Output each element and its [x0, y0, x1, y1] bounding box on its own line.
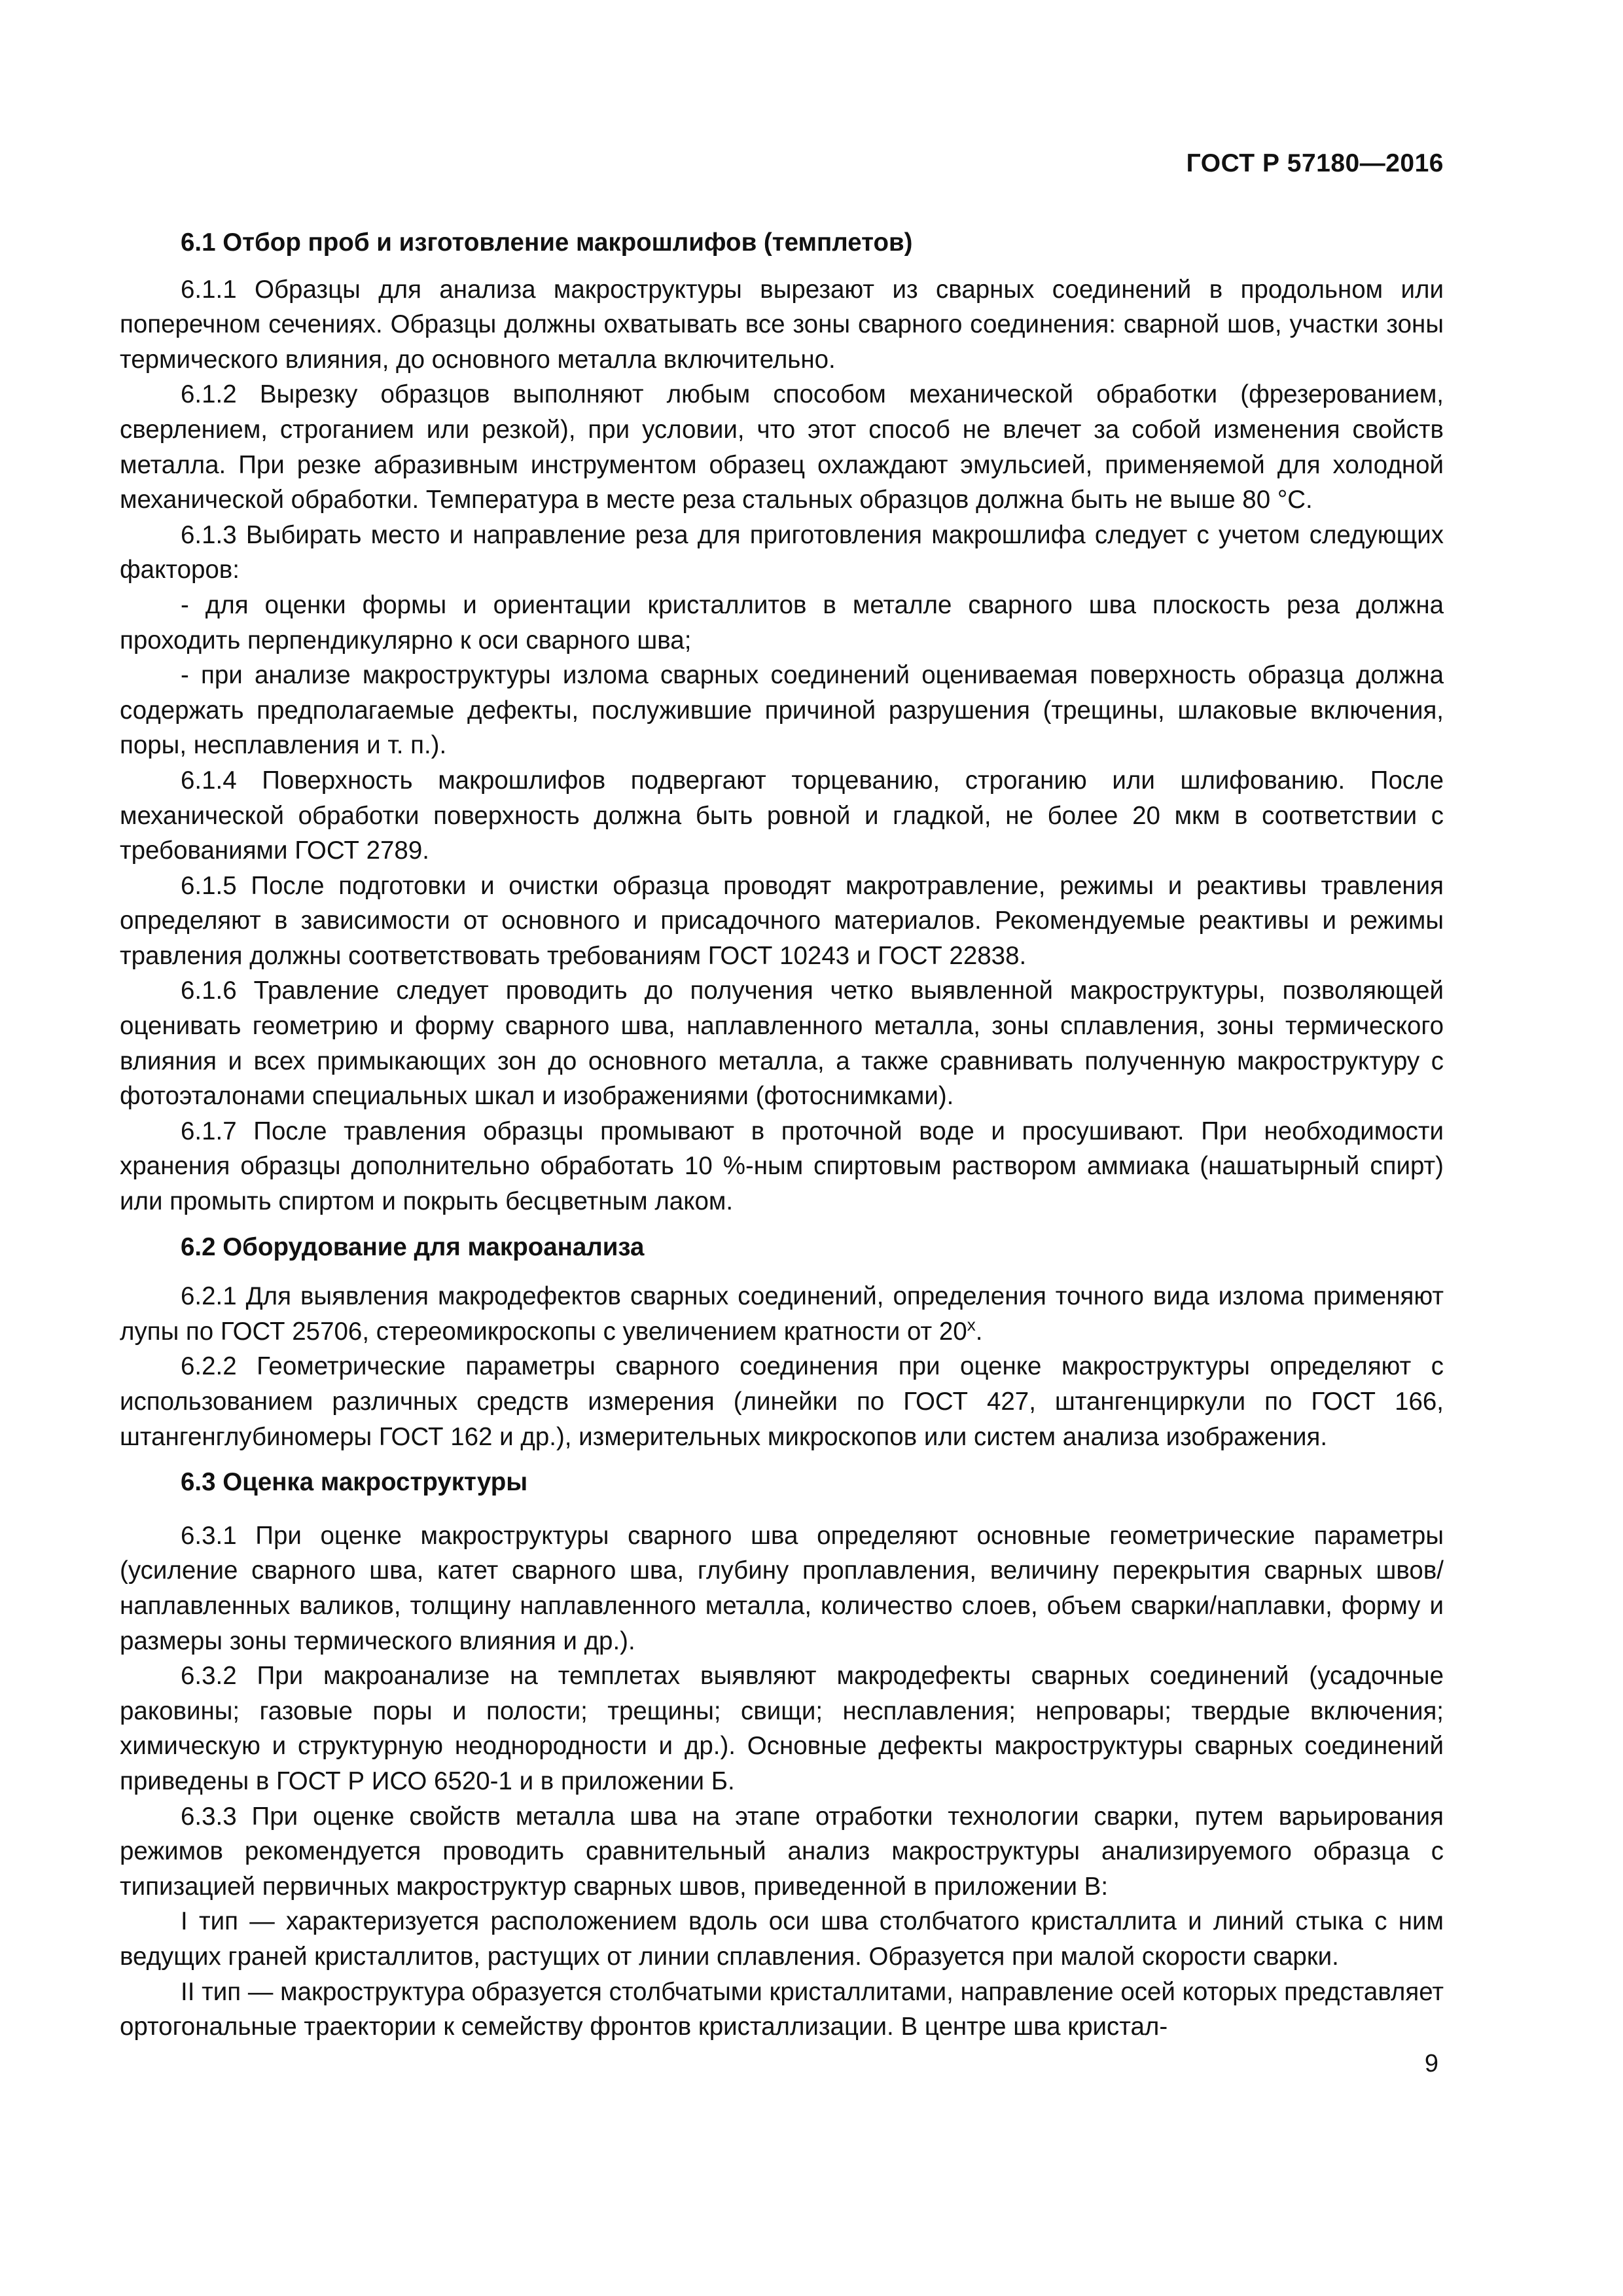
paragraph-6-1-5: 6.1.5 После подготовки и очистки образца проводят макротравление, режимы и реактивы травления определяют в зависимости от основного и присадочного материалов. Рекомендуемые реактивы и режимы травления должны соответствовать требованиям ГОСТ 10243 и ГОСТ 22838. — [120, 871, 1444, 970]
list-item-6-1-3-b: - при анализе макроструктуры излома сварных соединений оцениваемая поверхность образца должна содержать предполагаемые дефекты, послужившие причиной разрушения (трещины, шлаковые включения, поры, несплавления и т. п.). — [120, 661, 1444, 760]
section-heading-6-2: 6.2 Оборудование для макроанализа — [181, 1232, 645, 1261]
list-item-6-1-3-a: - для оценки формы и ориентации кристаллитов в металле сварного шва плоскость реза должна проходить перпендикулярно к оси сварного шва; — [120, 590, 1444, 655]
paragraph-6-3-3: 6.3.3 При оценке свойств металла шва на этапе отработки технологии сварки, путем варьирования режимов рекомендуется проводить сравнительный анализ макроструктуры анализируемого образца с типизацией первичных макроструктур сварных швов, приведенной в приложении В: — [120, 1802, 1444, 1901]
paragraph-6-2-2: 6.2.2 Геометрические параметры сварного соединения при оценке макроструктуры определяют с использованием различных средств измерения (линейки по ГОСТ 427, штангенциркули по ГОСТ 166, штангенглубиномеры ГОСТ 162 и др.), измерительных микроскопов или систем анализа изображения. — [120, 1352, 1444, 1451]
paragraph-6-1-3: 6.1.3 Выбирать место и направление реза для приготовления макрошлифа следует с учетом следующих факторов: — [120, 520, 1444, 584]
paragraph-6-1-6: 6.1.6 Травление следует проводить до получения четко выявленной макроструктуры, позволяющей оценивать геометрию и форму сварного шва, наплавленного металла, зоны сплавления, зоны термического влияния и всех примыкающих зон до основного металла, а также сравнивать полученную макроструктуру с фотоэталонами специальных шкал и изображениями (фотоснимками). — [120, 977, 1444, 1111]
paragraph-6-1-2: 6.1.2 Вырезку образцов выполняют любым способом механической обработки (фрезерованием, сверлением, строганием или резкой), при условии, что этот способ не влечет за собой изменения свойств металла. При резке абразивным инструментом образец охлаждают эмульсией, применяемой для холодной механической обработки. Температура в месте реза стальных образцов должна быть не выше 80 °С. — [120, 380, 1444, 514]
list-item-type-2: II тип — макроструктура образуется столбчатыми кристаллитами, направление осей которых представляет ортогональные траектории к семейству фронтов кристаллизации. В центре шва кристал- — [120, 1977, 1444, 2041]
section-heading-6-1: 6.1 Отбор проб и изготовление макрошлифов (темплетов) — [181, 228, 913, 257]
magnification-superscript: x — [967, 1314, 976, 1335]
document-header: ГОСТ Р 57180—2016 — [1186, 149, 1444, 177]
section-heading-6-3: 6.3 Оценка макроструктуры — [181, 1468, 528, 1497]
paragraph-6-2-1 — [120, 1279, 1444, 1349]
paragraph-6-2-1-end: . — [975, 1317, 983, 1346]
paragraph-6-2-1-text: 6.2.1 Для выявления макродефектов сварных соединений, определения точного вида излома применяют лупы по ГОСТ 25706, стереомикроскопы с увеличением кратности от 20 — [120, 1282, 1444, 1346]
list-item-type-1: I тип — характеризуется расположением вдоль оси шва столбчатого кристаллита и линий стыка с ним ведущих граней кристаллитов, растущих от линии сплавления. Образуется при малой скорости сварки. — [120, 1907, 1444, 1971]
paragraph-6-1-4: 6.1.4 Поверхность макрошлифов подвергают торцеванию, строганию или шлифованию. После механической обработки поверхность должна быть ровной и гладкой, не более 20 мкм в соответствии с требованиями ГОСТ 2789. — [120, 766, 1444, 865]
paragraph-6-3-2: 6.3.2 При макроанализе на темплетах выявляют макродефекты сварных соединений (усадочные раковины; газовые поры и полости; трещины; свищи; несплавления; непровары; твердые включения; химическую и структурную неоднородности и др.). Основные дефекты макроструктуры сварных соединений приведены в ГОСТ Р ИСО 6520-1 и в приложении Б. — [120, 1662, 1444, 1795]
document-body — [120, 225, 1444, 2045]
paragraph-6-3-1: 6.3.1 При оценке макроструктуры сварного шва определяют основные геометрические параметры (усиление сварного шва, катет сварного шва, глубину проплавления, величину перекрытия сварных швов/наплавленных валиков, толщину наплавленного металла, количество слоев, объем сварки/наплавки, форму и размеры зоны термического влияния и др.). — [120, 1521, 1444, 1655]
paragraph-6-1-1: 6.1.1 Образцы для анализа макроструктуры вырезают из сварных соединений в продольном или поперечном сечениях. Образцы должны охватывать все зоны сварного соединения: сварной шов, участки зоны термического влияния, до основного металла включительно. — [120, 275, 1444, 374]
page-number: 9 — [1424, 2050, 1438, 2077]
paragraph-6-1-7: 6.1.7 После травления образцы промывают в проточной воде и просушивают. При необходимости хранения образцы дополнительно обработать 10 %-ным спиртовым раствором аммиака (нашатырный спирт) или промыть спиртом и покрыть бесцветным лаком. — [120, 1117, 1444, 1216]
